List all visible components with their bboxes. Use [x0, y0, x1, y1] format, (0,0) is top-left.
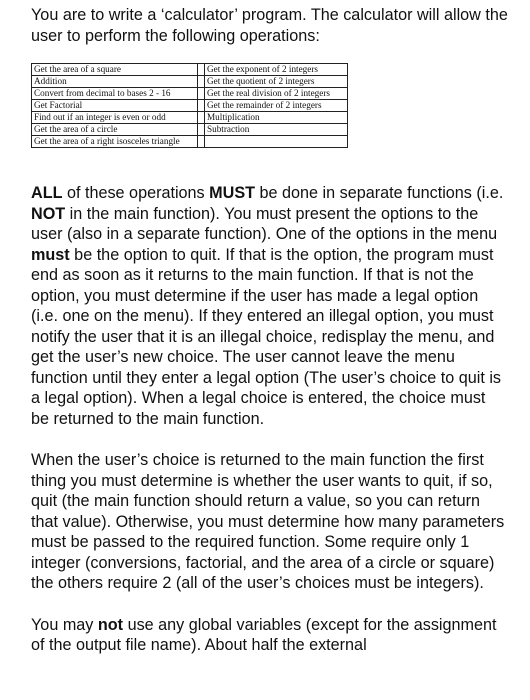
operations-row: [32, 64, 348, 76]
text-run: You may: [31, 615, 98, 634]
text-run: of these operations: [62, 184, 210, 202]
operations-row: [32, 76, 348, 88]
table-spacer-cell: [198, 124, 205, 136]
paragraph-globals: [31, 615, 507, 656]
intro-text: You are to write a ‘calculator’ program. The calculator will allow the user to perform the following operations:: [31, 6, 508, 45]
emphasis-must-lower: must: [31, 245, 70, 264]
operation-cell-left: Get the area of a square: [32, 64, 198, 76]
operation-cell-right: Get the exponent of 2 integers: [205, 64, 348, 76]
table-spacer-cell: [198, 136, 205, 148]
operation-cell-left: Get the area of a right isosceles triangle: [32, 136, 198, 148]
operation-cell-right: [205, 136, 348, 148]
operation-cell-left: Find out if an integer is even or odd: [32, 112, 198, 124]
operation-cell-right: Get the real division of 2 integers: [205, 88, 348, 100]
operations-row: [32, 100, 348, 112]
operation-cell-right: Get the quotient of 2 integers: [205, 76, 348, 88]
operations-row: [32, 88, 348, 100]
operation-cell-left: Convert from decimal to bases 2 - 16: [32, 88, 198, 100]
text-run: in the main function). You must present the options to the user (also in a separate function). One of the options in the menu: [31, 204, 498, 243]
operation-cell-right: Multiplication: [205, 112, 348, 124]
text-run: be the option to quit. If that is the option, the program must end as soon as it returns to the main function. If that is not the option, you must determine if the user has made a legal option (i.e. one on the menu). If they entered an illegal option, you must notify the user that it is an illegal choice, redisplay the menu, and get the user’s new choice. The user cannot leave the menu function until they enter a legal option (The user’s choice to quit is a legal option). When a legal choice is entered, the choice must be returned to the main function.: [31, 245, 502, 428]
emphasis-must: MUST: [209, 184, 256, 202]
operation-cell-right: Get the remainder of 2 integers: [205, 100, 348, 112]
operation-cell-right: Subtraction: [205, 124, 348, 136]
operations-row: [32, 124, 348, 136]
emphasis-not: NOT: [31, 204, 66, 223]
body-text: [31, 183, 507, 677]
table-spacer-cell: [198, 76, 205, 88]
paragraph-main-function: When the user’s choice is returned to the main function the first thing you must determine is whether the user wants to quit, if so, quit (the main function should return a value, so you can return that value). Otherwise, you must determine how many parameters must be passed to the required function. Some require only 1 integer (conversions, factorial, and the area of a circle or square) the others require 2 (all of the user’s choices must be integers).: [31, 451, 505, 592]
text-run: use any global variables (except for the assignment of the output file name). About half the external: [31, 615, 497, 654]
emphasis-not-globals: not: [97, 615, 124, 634]
text-run: be done in separate functions (i.e.: [255, 184, 504, 202]
operation-cell-left: Get the area of a circle: [32, 124, 198, 136]
operation-cell-left: Get Factorial: [32, 100, 198, 112]
paragraph-requirements: [31, 183, 507, 429]
table-spacer-cell: [198, 64, 205, 76]
operation-cell-left: Addition: [32, 76, 198, 88]
operations-row: [32, 136, 348, 148]
table-spacer-cell: [198, 88, 205, 100]
emphasis-all: ALL: [31, 184, 63, 202]
table-spacer-cell: [198, 100, 205, 112]
operations-row: [32, 112, 348, 124]
operations-table: [31, 63, 348, 148]
table-spacer-cell: [198, 112, 205, 124]
